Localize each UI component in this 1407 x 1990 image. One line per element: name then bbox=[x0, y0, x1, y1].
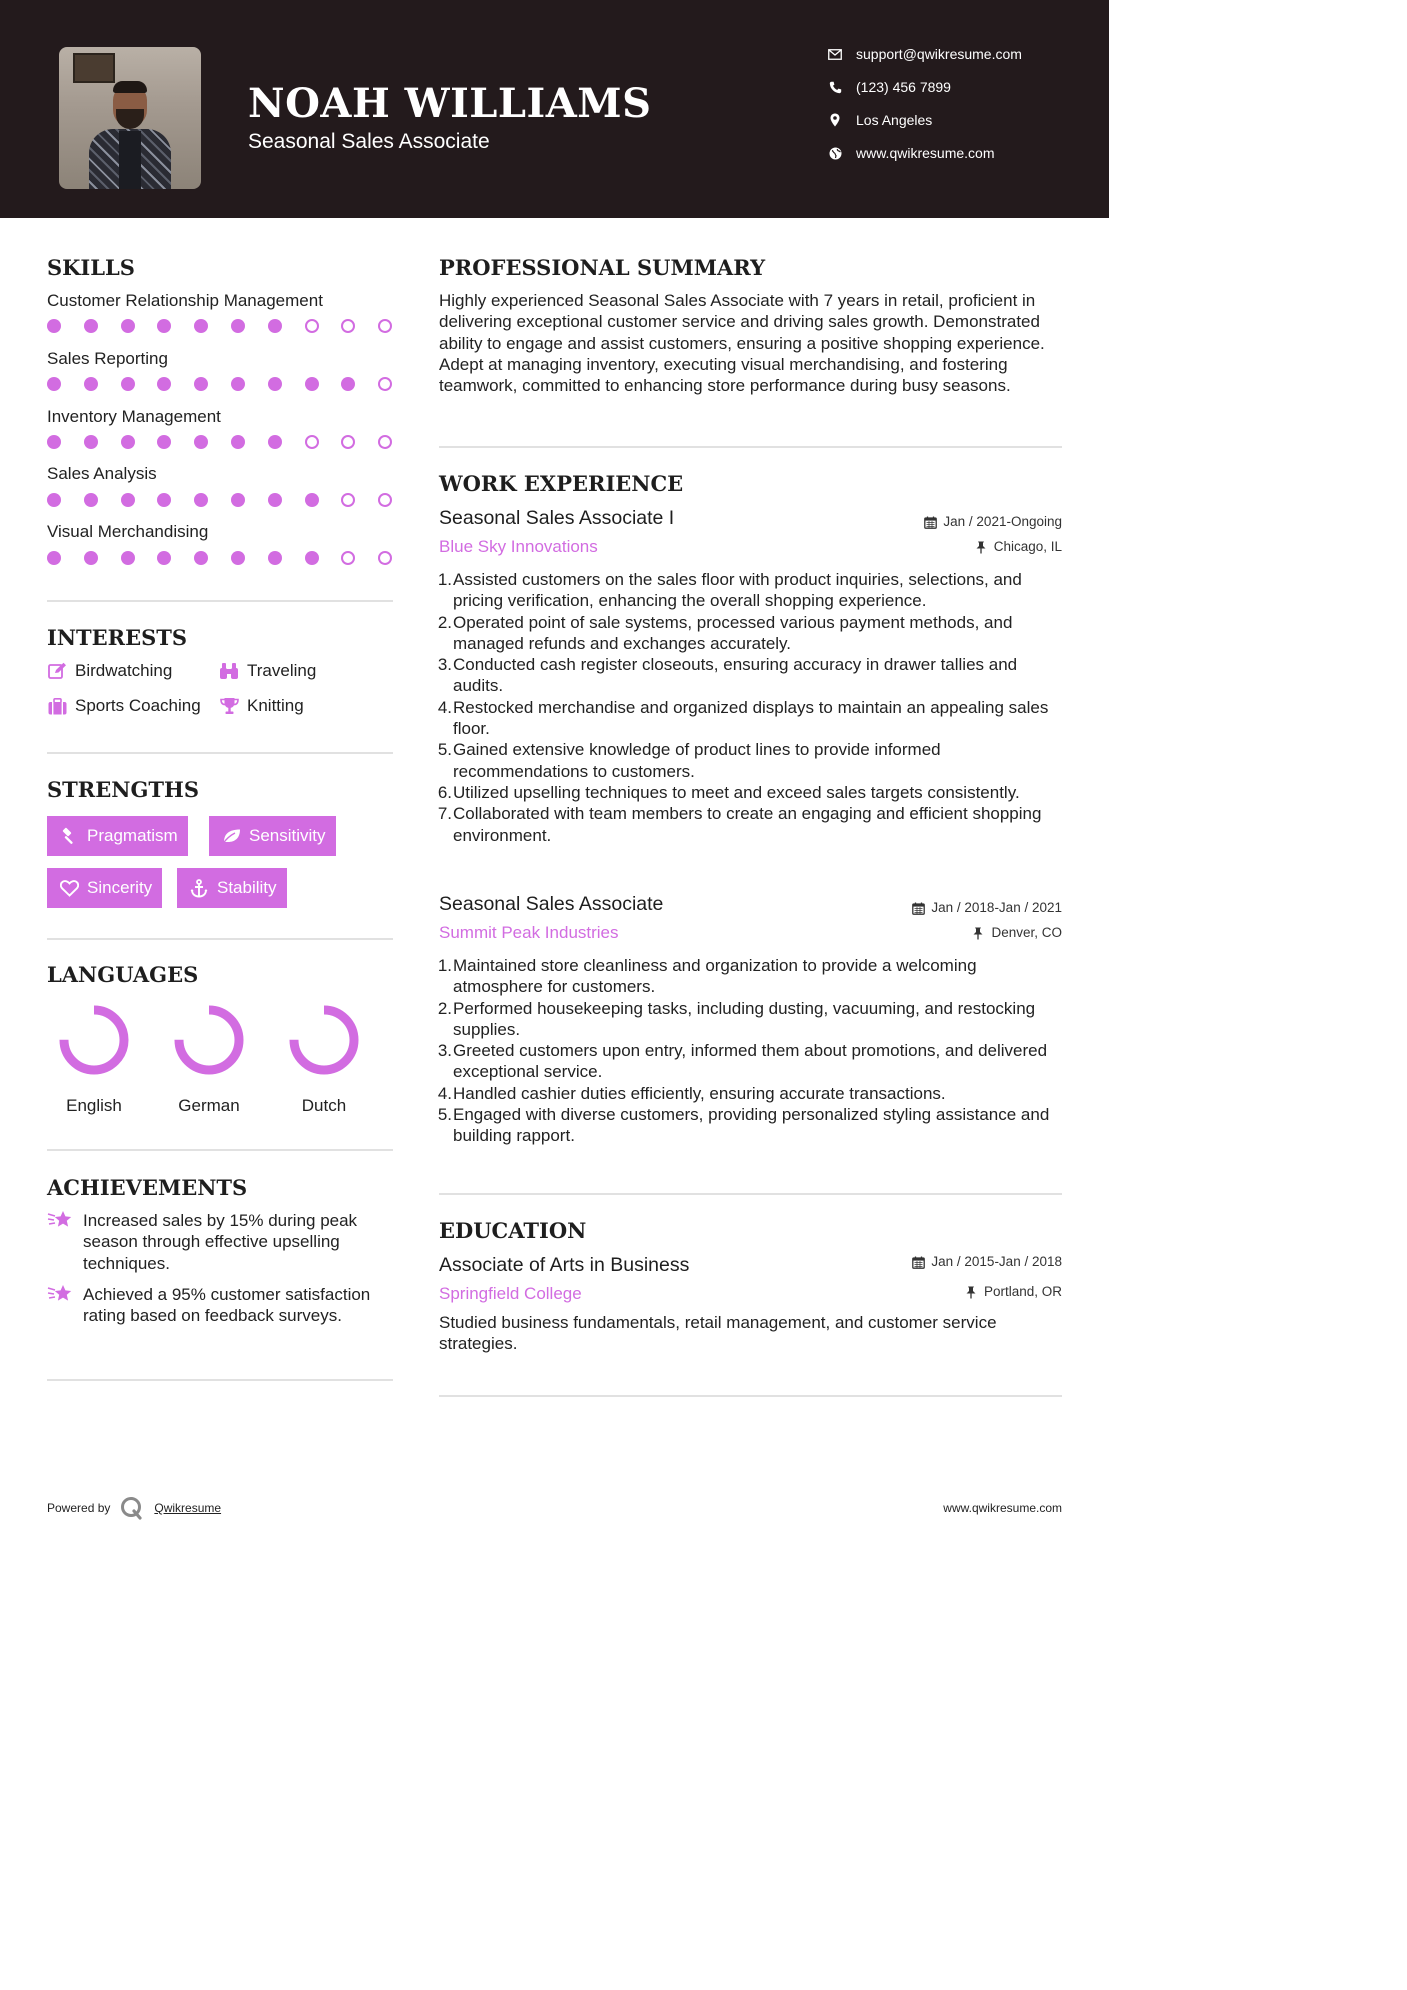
duty-item: 3. Greeted customers upon entry, informed them about promotions, and delivered exceptional service. bbox=[437, 1041, 1048, 1082]
experience-title: WORK EXPERIENCE bbox=[439, 471, 684, 496]
section-divider bbox=[47, 1379, 393, 1381]
footer-branding bbox=[47, 1496, 221, 1520]
job-dates-text: Jan / 2018-Jan / 2021 bbox=[931, 900, 1062, 915]
calendar-icon bbox=[911, 1255, 925, 1269]
duty-item: 7. Collaborated with team members to create an engaging and efficient shopping environment. bbox=[437, 804, 1042, 845]
strength-chip bbox=[209, 816, 336, 856]
skill-dot-filled bbox=[157, 435, 171, 449]
skill-rating bbox=[47, 434, 393, 450]
skill-dot-filled bbox=[305, 551, 319, 565]
interest-label: Knitting bbox=[247, 696, 304, 715]
skill-dot-filled bbox=[157, 319, 171, 333]
leaf-icon bbox=[221, 826, 241, 846]
skill-dot-filled bbox=[231, 551, 245, 565]
skill-dot-filled bbox=[47, 319, 61, 333]
job-title: Seasonal Sales Associate bbox=[439, 893, 664, 915]
section-divider bbox=[439, 1193, 1062, 1195]
candidate-name: NOAH WILLIAMS bbox=[248, 80, 652, 127]
skill-rating bbox=[47, 376, 393, 392]
contact-phone[interactable] bbox=[826, 77, 951, 97]
interest-label: Traveling bbox=[247, 661, 317, 680]
strengths-title: STRENGTHS bbox=[47, 777, 200, 802]
duty-text: Conducted cash register closeouts, ensuring accuracy in drawer tallies and audits. bbox=[453, 655, 1018, 696]
resume-header bbox=[0, 0, 1109, 218]
skill-dot-filled bbox=[194, 319, 208, 333]
contact-email[interactable] bbox=[826, 44, 1022, 64]
shooting-star-icon bbox=[47, 1208, 75, 1232]
duty-item: 1. Assisted customers on the sales floor with product inquiries, selections, and pricing verification, enhancing the overall shopping experience. bbox=[437, 570, 1022, 611]
education-dates bbox=[911, 1253, 1062, 1271]
strength-chip bbox=[177, 868, 287, 908]
skill-dot-filled bbox=[121, 551, 135, 565]
contact-location bbox=[826, 110, 932, 130]
skill-dot-filled bbox=[84, 377, 98, 391]
skill-dot-filled bbox=[231, 377, 245, 391]
skill-dot-filled bbox=[305, 377, 319, 391]
skill-dot-filled bbox=[157, 377, 171, 391]
education-dates-text: Jan / 2015-Jan / 2018 bbox=[931, 1254, 1062, 1269]
language-item bbox=[164, 1003, 254, 1117]
skill-dot-filled bbox=[305, 493, 319, 507]
company-name: Blue Sky Innovations bbox=[439, 537, 598, 556]
job-duties bbox=[439, 569, 1067, 846]
education-location bbox=[964, 1283, 1062, 1301]
skill-dot-empty bbox=[378, 551, 392, 565]
duty-item: 2. Performed housekeeping tasks, including dusting, vacuuming, and restocking supplies. bbox=[437, 998, 1036, 1039]
skill-dot-empty bbox=[305, 435, 319, 449]
skill-dot-filled bbox=[268, 493, 282, 507]
company-name: Summit Peak Industries bbox=[439, 923, 619, 942]
job-dates bbox=[923, 513, 1062, 531]
summary-text: Highly experienced Seasonal Sales Associate with 7 years in retail, proficient in delivering exceptional customer service and driving sales growth. Demonstrated ability to engage and assist customers, ensuring a positive shopping experience. Adept at managing inventory, executing visual merchandising, and fostering teamwork, committed to enhancing store performance during busy seasons. bbox=[439, 291, 1045, 396]
duty-text: Engaged with diverse customers, providing personalized styling assistance and building rapport. bbox=[453, 1105, 1050, 1146]
duty-text: Greeted customers upon entry, informed them about promotions, and delivered exceptional service. bbox=[453, 1041, 1048, 1082]
skill-dot-filled bbox=[121, 493, 135, 507]
powered-by-text: Powered by bbox=[47, 1501, 111, 1515]
contact-website-text: www.qwikresume.com bbox=[856, 145, 995, 161]
skill-dot-filled bbox=[121, 435, 135, 449]
job-dates-text: Jan / 2021-Ongoing bbox=[943, 514, 1062, 529]
skill-dot-filled bbox=[84, 319, 98, 333]
skill-dot-filled bbox=[268, 551, 282, 565]
achievements-title: ACHIEVEMENTS bbox=[47, 1175, 248, 1200]
skill-rating bbox=[47, 318, 393, 334]
contact-email-text: support@qwikresume.com bbox=[856, 46, 1022, 62]
duty-item: 2. Operated point of sale systems, processed various payment methods, and managed refunds and exchanges accurately. bbox=[437, 612, 1013, 653]
achievement-item bbox=[47, 1284, 397, 1327]
skill-dot-filled bbox=[231, 319, 245, 333]
skill-name: Sales Analysis bbox=[47, 464, 157, 483]
section-divider bbox=[47, 600, 393, 602]
skill-name: Sales Reporting bbox=[47, 349, 168, 368]
skill-dot-filled bbox=[121, 377, 135, 391]
skill-dot-filled bbox=[268, 319, 282, 333]
brand-link[interactable]: Qwikresume bbox=[154, 1501, 222, 1515]
skill-name: Customer Relationship Management bbox=[47, 291, 323, 310]
duty-item: 3. Conducted cash register closeouts, ensuring accuracy in drawer tallies and audits. bbox=[437, 655, 1018, 696]
calendar-icon bbox=[923, 515, 937, 529]
language-label: Dutch bbox=[301, 1096, 347, 1115]
languages-title: LANGUAGES bbox=[47, 962, 199, 987]
skill-dot-filled bbox=[194, 435, 208, 449]
skill-dot-empty bbox=[378, 377, 392, 391]
skill-dot-filled bbox=[47, 551, 61, 565]
section-divider bbox=[439, 1395, 1062, 1397]
duty-item: 4. Restocked merchandise and organized displays to maintain an appealing sales floor. bbox=[437, 697, 1049, 739]
strength-label: Stability bbox=[217, 878, 277, 897]
education-location-text: Portland, OR bbox=[983, 1284, 1062, 1299]
duty-text: Assisted customers on the sales floor with product inquiries, selections, and pricing verification, enhancing the overall shopping experience. bbox=[453, 570, 1022, 611]
envelope-icon bbox=[826, 45, 844, 63]
skill-dot-empty bbox=[378, 493, 392, 507]
qwikresume-logo-icon bbox=[120, 1496, 144, 1520]
skill-dot-filled bbox=[194, 551, 208, 565]
duty-text: Restocked merchandise and organized displays to maintain an appealing sales floor. bbox=[453, 697, 1049, 739]
duty-text: Utilized upselling techniques to meet and exceed sales targets consistently. bbox=[453, 782, 1020, 802]
duty-text: Performed housekeeping tasks, including dusting, vacuuming, and restocking supplies. bbox=[453, 998, 1036, 1039]
contact-phone-text: (123) 456 7899 bbox=[856, 79, 951, 95]
pushpin-icon bbox=[971, 926, 985, 940]
strength-label: Pragmatism bbox=[87, 826, 178, 845]
job-dates bbox=[911, 899, 1062, 917]
skill-dot-empty bbox=[378, 435, 392, 449]
job-location-text: Denver, CO bbox=[991, 925, 1062, 940]
skill-dot-filled bbox=[157, 493, 171, 507]
pushpin-icon bbox=[964, 1285, 978, 1299]
contact-location-text: Los Angeles bbox=[856, 112, 933, 128]
skill-dot-filled bbox=[157, 551, 171, 565]
heart-icon bbox=[59, 878, 79, 898]
skill-rating bbox=[47, 492, 393, 508]
skill-dot-filled bbox=[121, 319, 135, 333]
duty-item: 5. Gained extensive knowledge of product lines to provide informed recommendations to customers. bbox=[437, 740, 941, 781]
trophy-icon bbox=[219, 696, 239, 716]
calendar-icon bbox=[911, 901, 925, 915]
achievement-text: Achieved a 95% customer satisfaction rating based on feedback surveys. bbox=[83, 1285, 371, 1326]
skill-dot-empty bbox=[341, 551, 355, 565]
achievement-text: Increased sales by 15% during peak season through effective upselling techniques. bbox=[83, 1211, 358, 1273]
pushpin-icon bbox=[974, 540, 988, 554]
school-name: Springfield College bbox=[439, 1284, 582, 1303]
skill-name: Inventory Management bbox=[47, 407, 221, 426]
phone-icon bbox=[826, 78, 844, 96]
interest-label: Sports Coaching bbox=[75, 696, 201, 715]
skill-rating bbox=[47, 550, 393, 566]
skill-dot-filled bbox=[194, 493, 208, 507]
anchor-icon bbox=[189, 878, 209, 898]
skill-dot-filled bbox=[341, 377, 355, 391]
strength-chip bbox=[47, 868, 162, 908]
language-item bbox=[279, 1003, 369, 1117]
skill-dot-filled bbox=[268, 377, 282, 391]
skills-title: SKILLS bbox=[47, 255, 135, 280]
shooting-star-icon bbox=[47, 1282, 75, 1306]
skill-dot-filled bbox=[268, 435, 282, 449]
achievement-item bbox=[47, 1210, 397, 1274]
candidate-role: Seasonal Sales Associate bbox=[248, 130, 490, 153]
degree-title: Associate of Arts in Business bbox=[439, 1254, 690, 1276]
strength-chip bbox=[47, 816, 188, 856]
section-divider bbox=[439, 446, 1062, 448]
duty-item: 4. Handled cashier duties efficiently, ensuring accurate transactions. bbox=[437, 1083, 946, 1103]
job-title: Seasonal Sales Associate I bbox=[439, 507, 675, 529]
skill-dot-filled bbox=[194, 377, 208, 391]
skill-dot-filled bbox=[47, 435, 61, 449]
skill-dot-empty bbox=[341, 319, 355, 333]
skill-dot-filled bbox=[84, 435, 98, 449]
section-divider bbox=[47, 1149, 393, 1151]
language-ring bbox=[57, 1003, 131, 1077]
section-divider bbox=[47, 938, 393, 940]
strength-label: Sincerity bbox=[87, 878, 153, 897]
pencil-square-icon bbox=[47, 661, 67, 681]
contact-website[interactable] bbox=[826, 143, 994, 163]
duty-text: Operated point of sale systems, processed various payment methods, and managed refunds and exchanges accurately. bbox=[453, 612, 1013, 653]
job-location bbox=[971, 924, 1062, 942]
duty-text: Handled cashier duties efficiently, ensuring accurate transactions. bbox=[453, 1083, 946, 1103]
interest-item bbox=[219, 695, 304, 717]
skill-dot-empty bbox=[341, 493, 355, 507]
duty-text: Maintained store cleanliness and organization to provide a welcoming atmosphere for customers. bbox=[453, 956, 977, 997]
interest-item bbox=[219, 660, 316, 682]
job-duties bbox=[439, 955, 1067, 1147]
language-ring bbox=[172, 1003, 246, 1077]
skill-dot-filled bbox=[231, 435, 245, 449]
education-title: EDUCATION bbox=[439, 1218, 587, 1243]
interest-label: Birdwatching bbox=[75, 661, 173, 680]
interest-item bbox=[47, 695, 201, 717]
skill-dot-filled bbox=[84, 551, 98, 565]
skill-dot-filled bbox=[47, 493, 61, 507]
footer-url[interactable]: www.qwikresume.com bbox=[943, 1501, 1062, 1515]
briefcase-icon bbox=[47, 696, 67, 716]
gavel-icon bbox=[59, 826, 79, 846]
globe-icon bbox=[826, 144, 844, 162]
language-label: English bbox=[66, 1096, 122, 1115]
duty-item: 6. Utilized upselling techniques to meet and exceed sales targets consistently. bbox=[437, 782, 1020, 802]
skill-name: Visual Merchandising bbox=[47, 522, 209, 541]
skill-dot-filled bbox=[47, 377, 61, 391]
skill-dot-empty bbox=[305, 319, 319, 333]
skill-dot-empty bbox=[341, 435, 355, 449]
binoculars-icon bbox=[219, 661, 239, 681]
duty-item: 1. Maintained store cleanliness and organization to provide a welcoming atmosphere for customers. bbox=[437, 956, 977, 997]
profile-photo bbox=[59, 47, 201, 189]
language-ring bbox=[287, 1003, 361, 1077]
duty-item: 5. Engaged with diverse customers, providing personalized styling assistance and building rapport. bbox=[437, 1105, 1050, 1146]
skill-dot-filled bbox=[84, 493, 98, 507]
duty-text: Collaborated with team members to create an engaging and efficient shopping environment. bbox=[453, 804, 1042, 845]
map-pin-icon bbox=[826, 111, 844, 129]
section-divider bbox=[47, 752, 393, 754]
language-label: German bbox=[178, 1096, 240, 1115]
interest-item bbox=[47, 660, 172, 682]
strength-label: Sensitivity bbox=[249, 826, 326, 845]
job-location bbox=[974, 538, 1062, 556]
summary-title: PROFESSIONAL SUMMARY bbox=[439, 255, 766, 280]
language-item bbox=[49, 1003, 139, 1117]
interests-title: INTERESTS bbox=[47, 625, 188, 650]
skill-dot-filled bbox=[231, 493, 245, 507]
skill-dot-empty bbox=[378, 319, 392, 333]
duty-text: Gained extensive knowledge of product lines to provide informed recommendations to customers. bbox=[453, 740, 941, 781]
job-location-text: Chicago, IL bbox=[993, 539, 1062, 554]
education-description: Studied business fundamentals, retail management, and customer service strategies. bbox=[439, 1313, 997, 1354]
